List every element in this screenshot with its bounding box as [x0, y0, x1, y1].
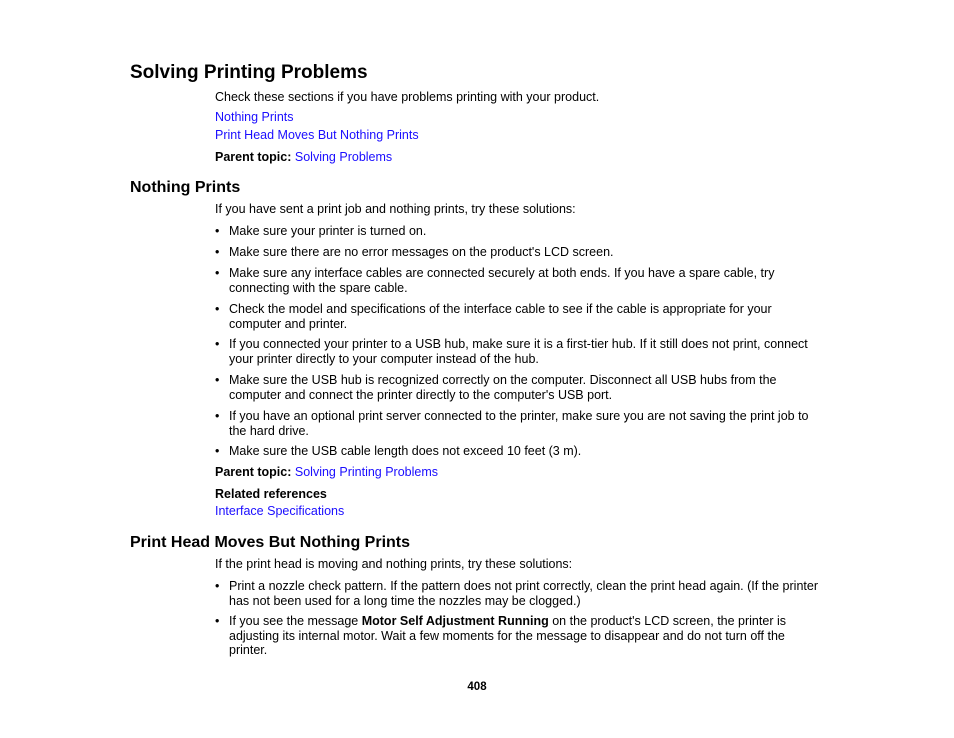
link-nothing-prints[interactable]: Nothing Prints: [215, 110, 294, 124]
link-solving-problems[interactable]: Solving Problems: [294, 150, 393, 164]
parent-topic-label: Parent topic:: [215, 465, 292, 479]
section-title-solving-printing-problems: Solving Printing Problems: [130, 62, 368, 83]
section-intro: Check these sections if you have problems printing with your product.: [215, 90, 600, 104]
list-item: • Print a nozzle check pattern. If the pattern does not print correctly, clean the print head again. (If the printer has not been used for a long time the nozzles may be clogged.): [215, 579, 818, 608]
section-title-print-head-moves: Print Head Moves But Nothing Prints: [130, 534, 411, 551]
parent-topic: [215, 465, 438, 480]
list-item: • Make sure the USB cable length does not exceed 10 feet (3 m).: [215, 444, 582, 458]
section-intro: If the print head is moving and nothing prints, try these solutions:: [215, 557, 573, 571]
page-number: 408: [467, 681, 487, 693]
list-item: • Make sure there are no error messages on the product's LCD screen.: [215, 245, 614, 259]
link-print-head-moves[interactable]: Print Head Moves But Nothing Prints: [215, 128, 419, 142]
list-item: • Check the model and specifications of the interface cable to see if the cable is appropriate for your computer and printer.: [215, 302, 772, 331]
parent-topic-label: Parent topic:: [215, 150, 292, 164]
link-solving-printing-problems[interactable]: Solving Printing Problems: [294, 465, 439, 479]
section-title-nothing-prints: Nothing Prints: [130, 179, 241, 196]
link-interface-specifications[interactable]: Interface Specifications: [215, 504, 345, 518]
list-item: • If you see the message Motor Self Adjustment Running on the product's LCD screen, the printer is adjusting its internal motor. Wait a few moments for the message to disappear and do not turn off the printer.: [215, 614, 786, 657]
list-item: • If you connected your printer to a USB hub, make sure it is a first-tier hub. If it still does not print, connect your printer directly to your computer instead of the hub.: [215, 337, 808, 366]
related-references-label: Related references: [215, 487, 327, 501]
section-intro: If you have sent a print job and nothing prints, try these solutions:: [215, 202, 576, 216]
list-item: • Make sure your printer is turned on.: [215, 224, 427, 238]
list-item: • Make sure any interface cables are connected securely at both ends. If you have a spare cable, try connecting with the spare cable.: [215, 266, 775, 295]
list-item: • If you have an optional print server connected to the printer, make sure you are not saving the print job to the hard drive.: [215, 409, 809, 438]
list-item: • Make sure the USB hub is recognized correctly on the computer. Disconnect all USB hubs from the computer and connect the printer directly to the computer's USB port.: [215, 373, 777, 402]
message-name: Motor Self Adjustment Running: [361, 614, 549, 628]
parent-topic: [215, 150, 392, 165]
